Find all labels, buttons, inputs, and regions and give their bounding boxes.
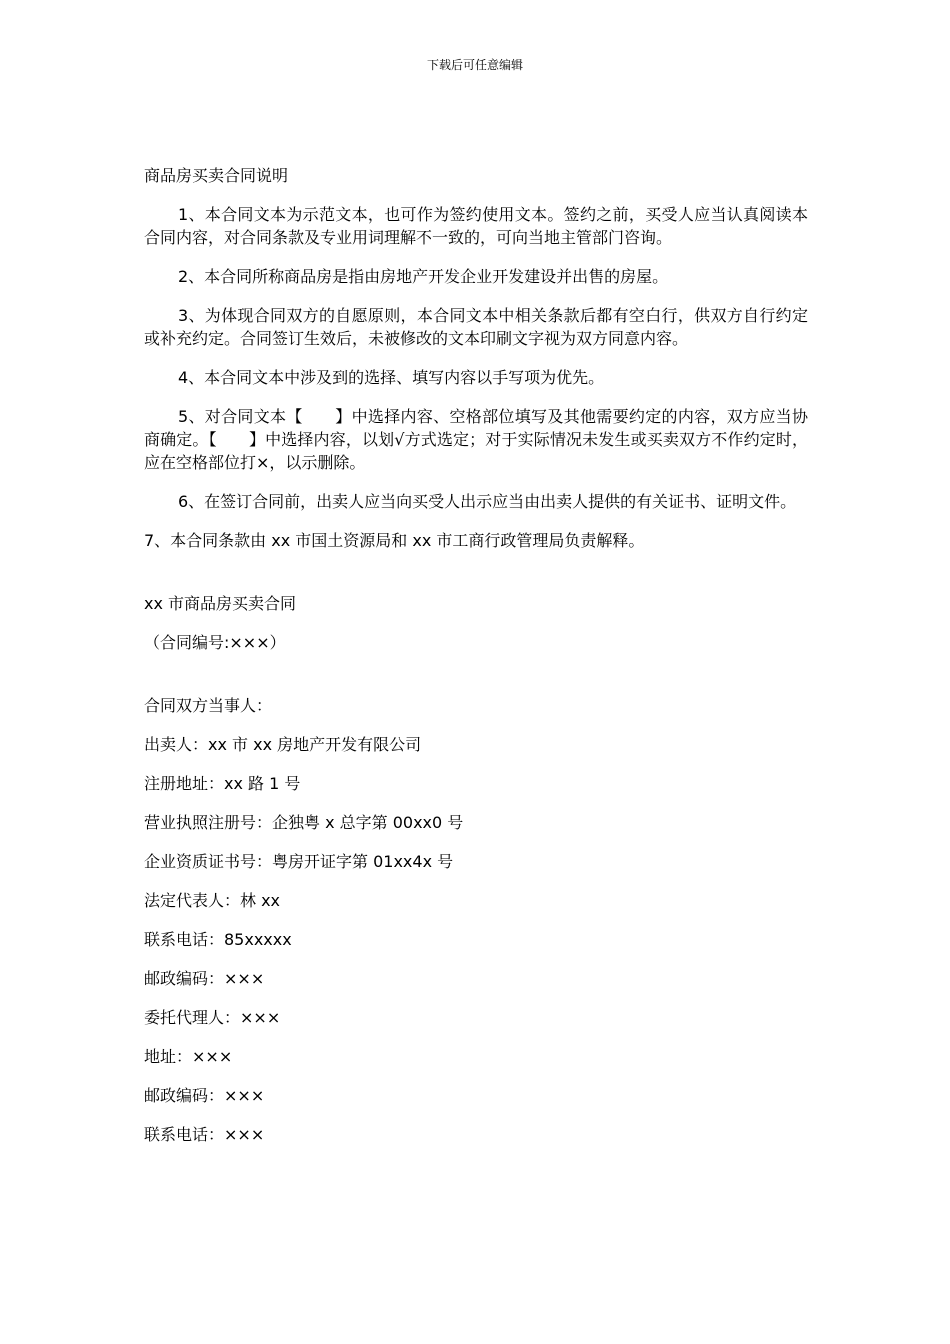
note-item-7: 7、本合同条款由 xx 市国土资源局和 xx 市工商行政管理局负责解释。 <box>144 531 645 550</box>
party-row: 邮政编码：××× <box>144 1086 265 1105</box>
parties-heading: 合同双方当事人： <box>144 696 273 715</box>
header-note: 下载后可任意编辑 <box>426 58 523 72</box>
party-row: 注册地址：xx 路 1 号 <box>144 774 301 793</box>
note-item-5: 5、对合同文本【 】中选择内容、空格部位填写及其他需要约定的内容，双方应当协商确定。【 】中选择内容，以划√方式选定；对于实际情况未发生或买卖双方不作约定时，应在空格部位打×，以示删除。 <box>144 407 808 472</box>
note-item-6: 6、在签订合同前，出卖人应当向买受人出示应当由出卖人提供的有关证书、证明文件。 <box>178 492 797 511</box>
party-row: 营业执照注册号：企独粤 x 总字第 00xx0 号 <box>144 813 464 832</box>
contract-title: xx 市商品房买卖合同 <box>144 594 297 613</box>
section-spacer-2 <box>144 670 808 694</box>
notes-title: 商品房买卖合同说明 <box>144 166 289 185</box>
party-row: 地址：××× <box>144 1047 233 1066</box>
note-item-3: 3、为体现合同双方的自愿原则，本合同文本中相关条款后都有空白行，供双方自行约定或补充约定。合同签订生效后，未被修改的文本印刷文字视为双方同意内容。 <box>144 306 808 348</box>
party-row: 法定代表人：林 xx <box>144 891 281 910</box>
party-row: 出卖人：xx 市 xx 房地产开发有限公司 <box>144 735 422 754</box>
note-item-2: 2、本合同所称商品房是指由房地产开发企业开发建设并出售的房屋。 <box>178 267 669 286</box>
section-spacer <box>144 568 808 592</box>
party-row: 企业资质证书号：粤房开证字第 01xx4x 号 <box>144 852 454 871</box>
party-row: 联系电话：85xxxxx <box>144 930 292 949</box>
party-row: 委托代理人：××× <box>144 1008 281 1027</box>
contract-number: （合同编号:×××） <box>144 633 286 652</box>
note-item-4: 4、本合同文本中涉及到的选择、填写内容以手写项为优先。 <box>178 368 605 387</box>
note-item-1: 1、本合同文本为示范文本，也可作为签约使用文本。签约之前，买受人应当认真阅读本合同内容，对合同条款及专业用词理解不一致的，可向当地主管部门咨询。 <box>144 205 808 247</box>
party-row: 邮政编码：××× <box>144 969 265 988</box>
party-row: 联系电话：××× <box>144 1125 265 1144</box>
document-content <box>144 164 808 1162</box>
